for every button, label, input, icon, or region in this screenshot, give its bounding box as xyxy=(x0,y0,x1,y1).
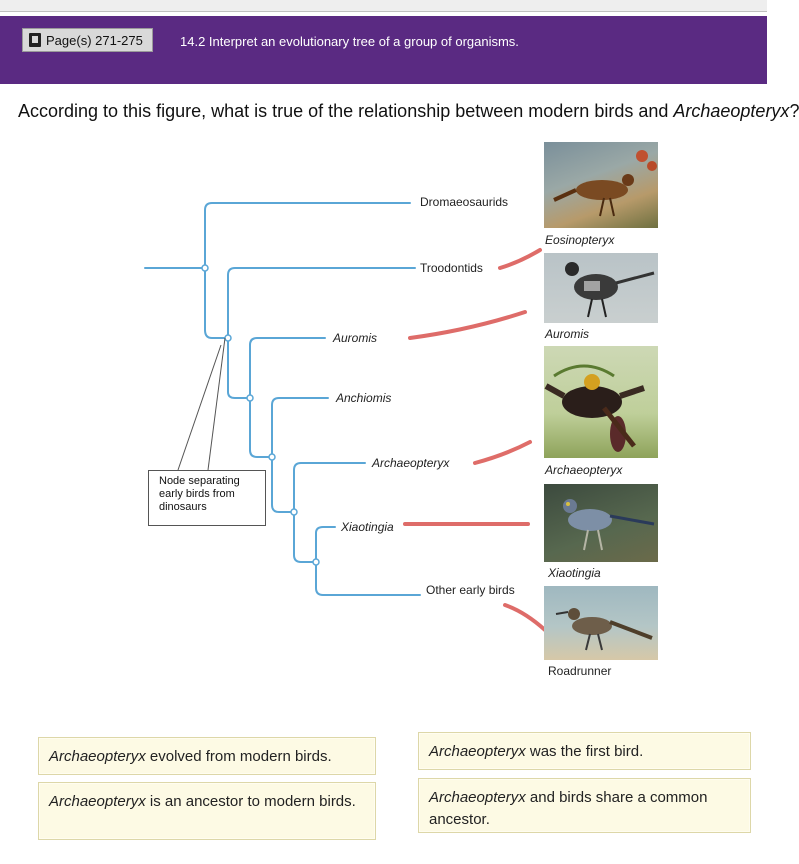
question-prefix: According to this figure, what is true of the relationship between modern birds and xyxy=(18,101,674,121)
caption-archaeopteryx: Archaeopteryx xyxy=(545,463,623,477)
label-archaeopteryx: Archaeopteryx xyxy=(372,456,450,470)
tree-node xyxy=(202,265,208,271)
eosinopteryx-illustration xyxy=(544,142,658,228)
tree-node xyxy=(313,559,319,565)
choice-a-text: evolved from modern birds. xyxy=(145,748,332,765)
branch-other-birds xyxy=(316,562,420,595)
photo-auromis xyxy=(544,253,658,323)
branch-xiaotingia xyxy=(316,527,335,562)
page-reference-text: Page(s) 271-275 xyxy=(46,32,143,48)
caption-eosinopteryx: Eosinopteryx xyxy=(545,233,615,247)
answer-choice-d[interactable] xyxy=(418,778,751,833)
label-other-early-birds: Other early birds xyxy=(426,583,515,597)
answer-choice-b[interactable] xyxy=(418,732,751,770)
tree-node xyxy=(269,454,275,460)
caption-roadrunner: Roadrunner xyxy=(548,664,612,678)
link-troodontids-photo xyxy=(500,250,540,268)
tree-node xyxy=(247,395,253,401)
choice-a-taxon: Archaeopteryx xyxy=(49,748,146,765)
caption-auromis: Auromis xyxy=(545,327,590,341)
roadrunner-illustration xyxy=(544,586,658,660)
learning-objective: 14.2 Interpret an evolutionary tree of a group of organisms. xyxy=(180,34,519,49)
branch-node-3 xyxy=(250,398,272,457)
photo-roadrunner xyxy=(544,586,658,660)
label-anchiomis: Anchiomis xyxy=(336,391,392,405)
answer-choice-c[interactable] xyxy=(38,782,376,840)
choice-d-text: and birds share a common ancestor. xyxy=(429,789,708,828)
branch-node-4 xyxy=(272,457,294,512)
branch-node-5 xyxy=(294,512,316,562)
choice-b-taxon: Archaeopteryx xyxy=(429,743,526,760)
node-separating-callout: Node separating early birds from dinosaurs xyxy=(148,470,266,526)
choice-d-taxon: Archaeopteryx xyxy=(429,789,526,806)
branch-archaeopteryx xyxy=(294,463,365,512)
branch-anchiomis xyxy=(272,398,328,457)
photo-eosinopteryx xyxy=(544,142,658,228)
question-suffix: ? xyxy=(789,101,799,121)
tree-node xyxy=(291,509,297,515)
branch-auromis xyxy=(250,338,325,398)
branch-node-2 xyxy=(228,338,250,398)
link-other-birds-photo xyxy=(505,605,545,630)
choice-b-text: was the first bird. xyxy=(525,743,644,760)
label-troodontids: Troodontids xyxy=(420,261,483,275)
photo-xiaotingia xyxy=(544,484,658,562)
xiaotingia-illustration xyxy=(544,484,658,562)
choice-c-text: is an ancestor to modern birds. xyxy=(145,793,356,810)
label-xiaotingia: Xiaotingia xyxy=(341,520,394,534)
answer-choice-a[interactable] xyxy=(38,737,376,775)
archaeopteryx-illustration xyxy=(544,346,658,458)
auromis-illustration xyxy=(544,253,658,323)
branch-troodontids xyxy=(228,268,415,338)
choice-c-taxon: Archaeopteryx xyxy=(49,793,146,810)
caption-xiaotingia: Xiaotingia xyxy=(548,566,601,580)
photo-archaeopteryx xyxy=(544,346,658,458)
branch-node-1 xyxy=(205,268,228,338)
node-pointer-line xyxy=(178,345,221,470)
label-auromis: Auromis xyxy=(333,331,378,345)
label-dromaeosaurids: Dromaeosaurids xyxy=(420,195,509,209)
branch-dromaeosaurids xyxy=(205,203,410,268)
link-auromis-photo xyxy=(410,312,525,338)
question-taxon: Archaeopteryx xyxy=(673,101,790,121)
link-archaeopteryx-photo xyxy=(475,442,530,463)
tree-node xyxy=(225,335,231,341)
